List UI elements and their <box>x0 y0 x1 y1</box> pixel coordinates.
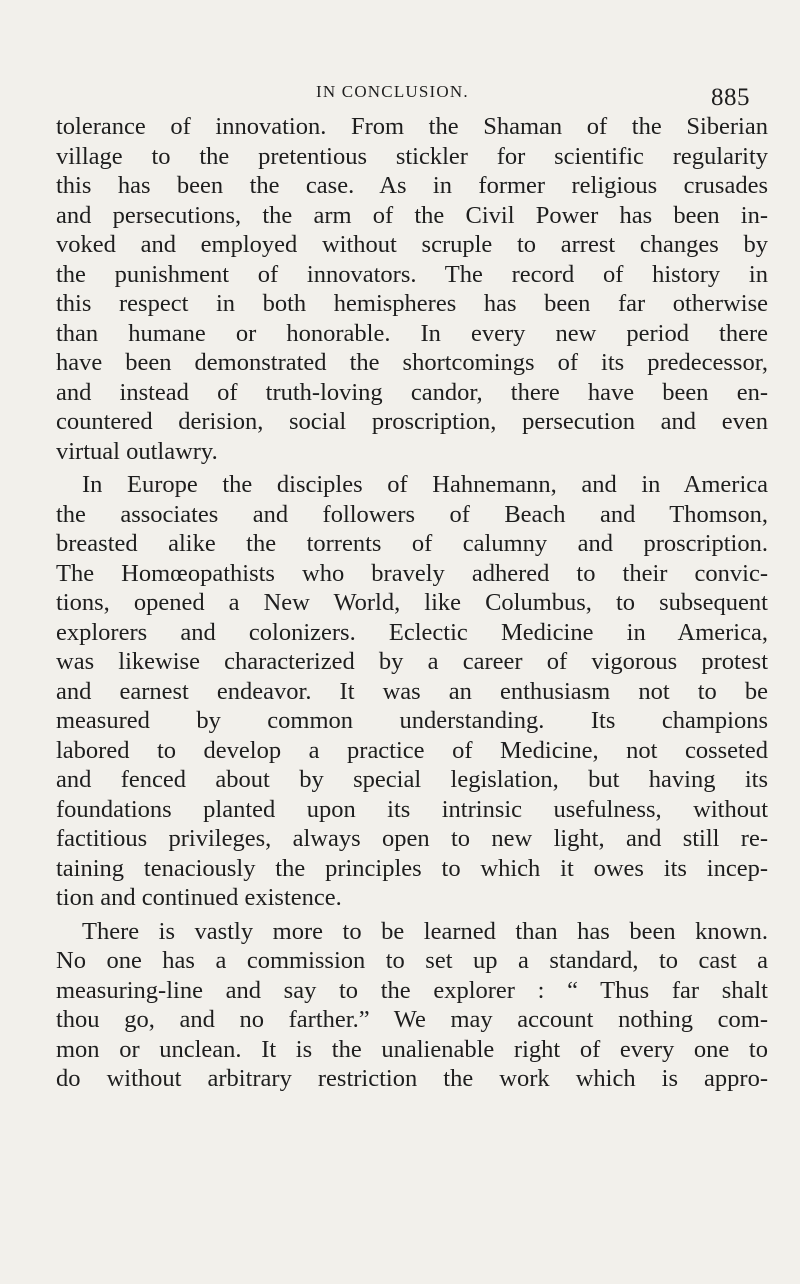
text-line: than humane or honorable. In every new period there <box>56 319 768 347</box>
text-line: The Homœopathists who bravely adhered to their convic- <box>56 559 768 587</box>
text-line: breasted alike the torrents of calumny and proscription. <box>56 530 768 557</box>
text-line: foundations planted upon its intrinsic usefulness, without <box>56 795 768 823</box>
text-line: virtual outlawry. <box>56 437 218 465</box>
text-line: No one has a commission to set up a standard, to cast a <box>56 947 768 974</box>
text-line: this has been the case. As in former religious crusades <box>56 172 768 199</box>
paragraph-1 <box>56 112 768 466</box>
paragraph-2 <box>56 470 768 913</box>
text-line: was likewise characterized by a career of vigorous protest <box>56 648 768 675</box>
text-line: this respect in both hemispheres has been far otherwise <box>56 290 768 317</box>
text-line: and instead of truth-loving candor, there have been en- <box>56 378 768 406</box>
text-line: and earnest endeavor. It was an enthusiasm not to be <box>56 677 768 705</box>
running-head-title: IN CONCLUSION. <box>316 82 469 101</box>
text-line: do without arbitrary restriction the work which is appro- <box>56 1065 768 1092</box>
text-line: the punishment of innovators. The record of history in <box>56 260 768 288</box>
text-line: tions, opened a New World, like Columbus, to subsequent <box>56 589 768 616</box>
text-line: labored to develop a practice of Medicine, not cosseted <box>56 736 768 764</box>
text-line: explorers and colonizers. Eclectic Medicine in America, <box>56 618 768 646</box>
text-line: and persecutions, the arm of the Civil Power has been in- <box>56 201 768 229</box>
text-line: and fenced about by special legislation, but having its <box>56 766 768 793</box>
text-line: measured by common understanding. Its champions <box>56 707 768 734</box>
text-line: thou go, and no farther.” We may account nothing com- <box>56 1006 768 1033</box>
text-line: tolerance of innovation. From the Shaman of the Siberian <box>56 113 768 140</box>
text-line: the associates and followers of Beach and Thomson, <box>56 500 768 528</box>
text-line: voked and employed without scruple to arrest changes by <box>56 231 768 258</box>
text-line: have been demonstrated the shortcomings of its predecessor, <box>56 349 768 376</box>
paragraph-3 <box>56 917 768 1094</box>
page-number: 885 <box>711 84 750 111</box>
text-line: countered derision, social proscription, persecution and even <box>56 408 768 435</box>
text-line: taining tenaciously the principles to which it owes its incep- <box>56 854 768 882</box>
text-line: tion and continued existence. <box>56 884 342 911</box>
text-line: factitious privileges, always open to new light, and still re- <box>56 825 768 852</box>
text-line: mon or unclean. It is the unalienable right of every one to <box>56 1035 768 1063</box>
text-line: measuring-line and say to the explorer : “ Thus far shalt <box>56 976 768 1004</box>
text-line: In Europe the disciples of Hahnemann, and in America <box>82 471 768 498</box>
running-head <box>0 82 800 112</box>
text-line: There is vastly more to be learned than has been known. <box>82 917 768 945</box>
text-line: village to the pretentious stickler for scientific regularity <box>56 142 768 170</box>
body-text <box>56 112 768 1094</box>
